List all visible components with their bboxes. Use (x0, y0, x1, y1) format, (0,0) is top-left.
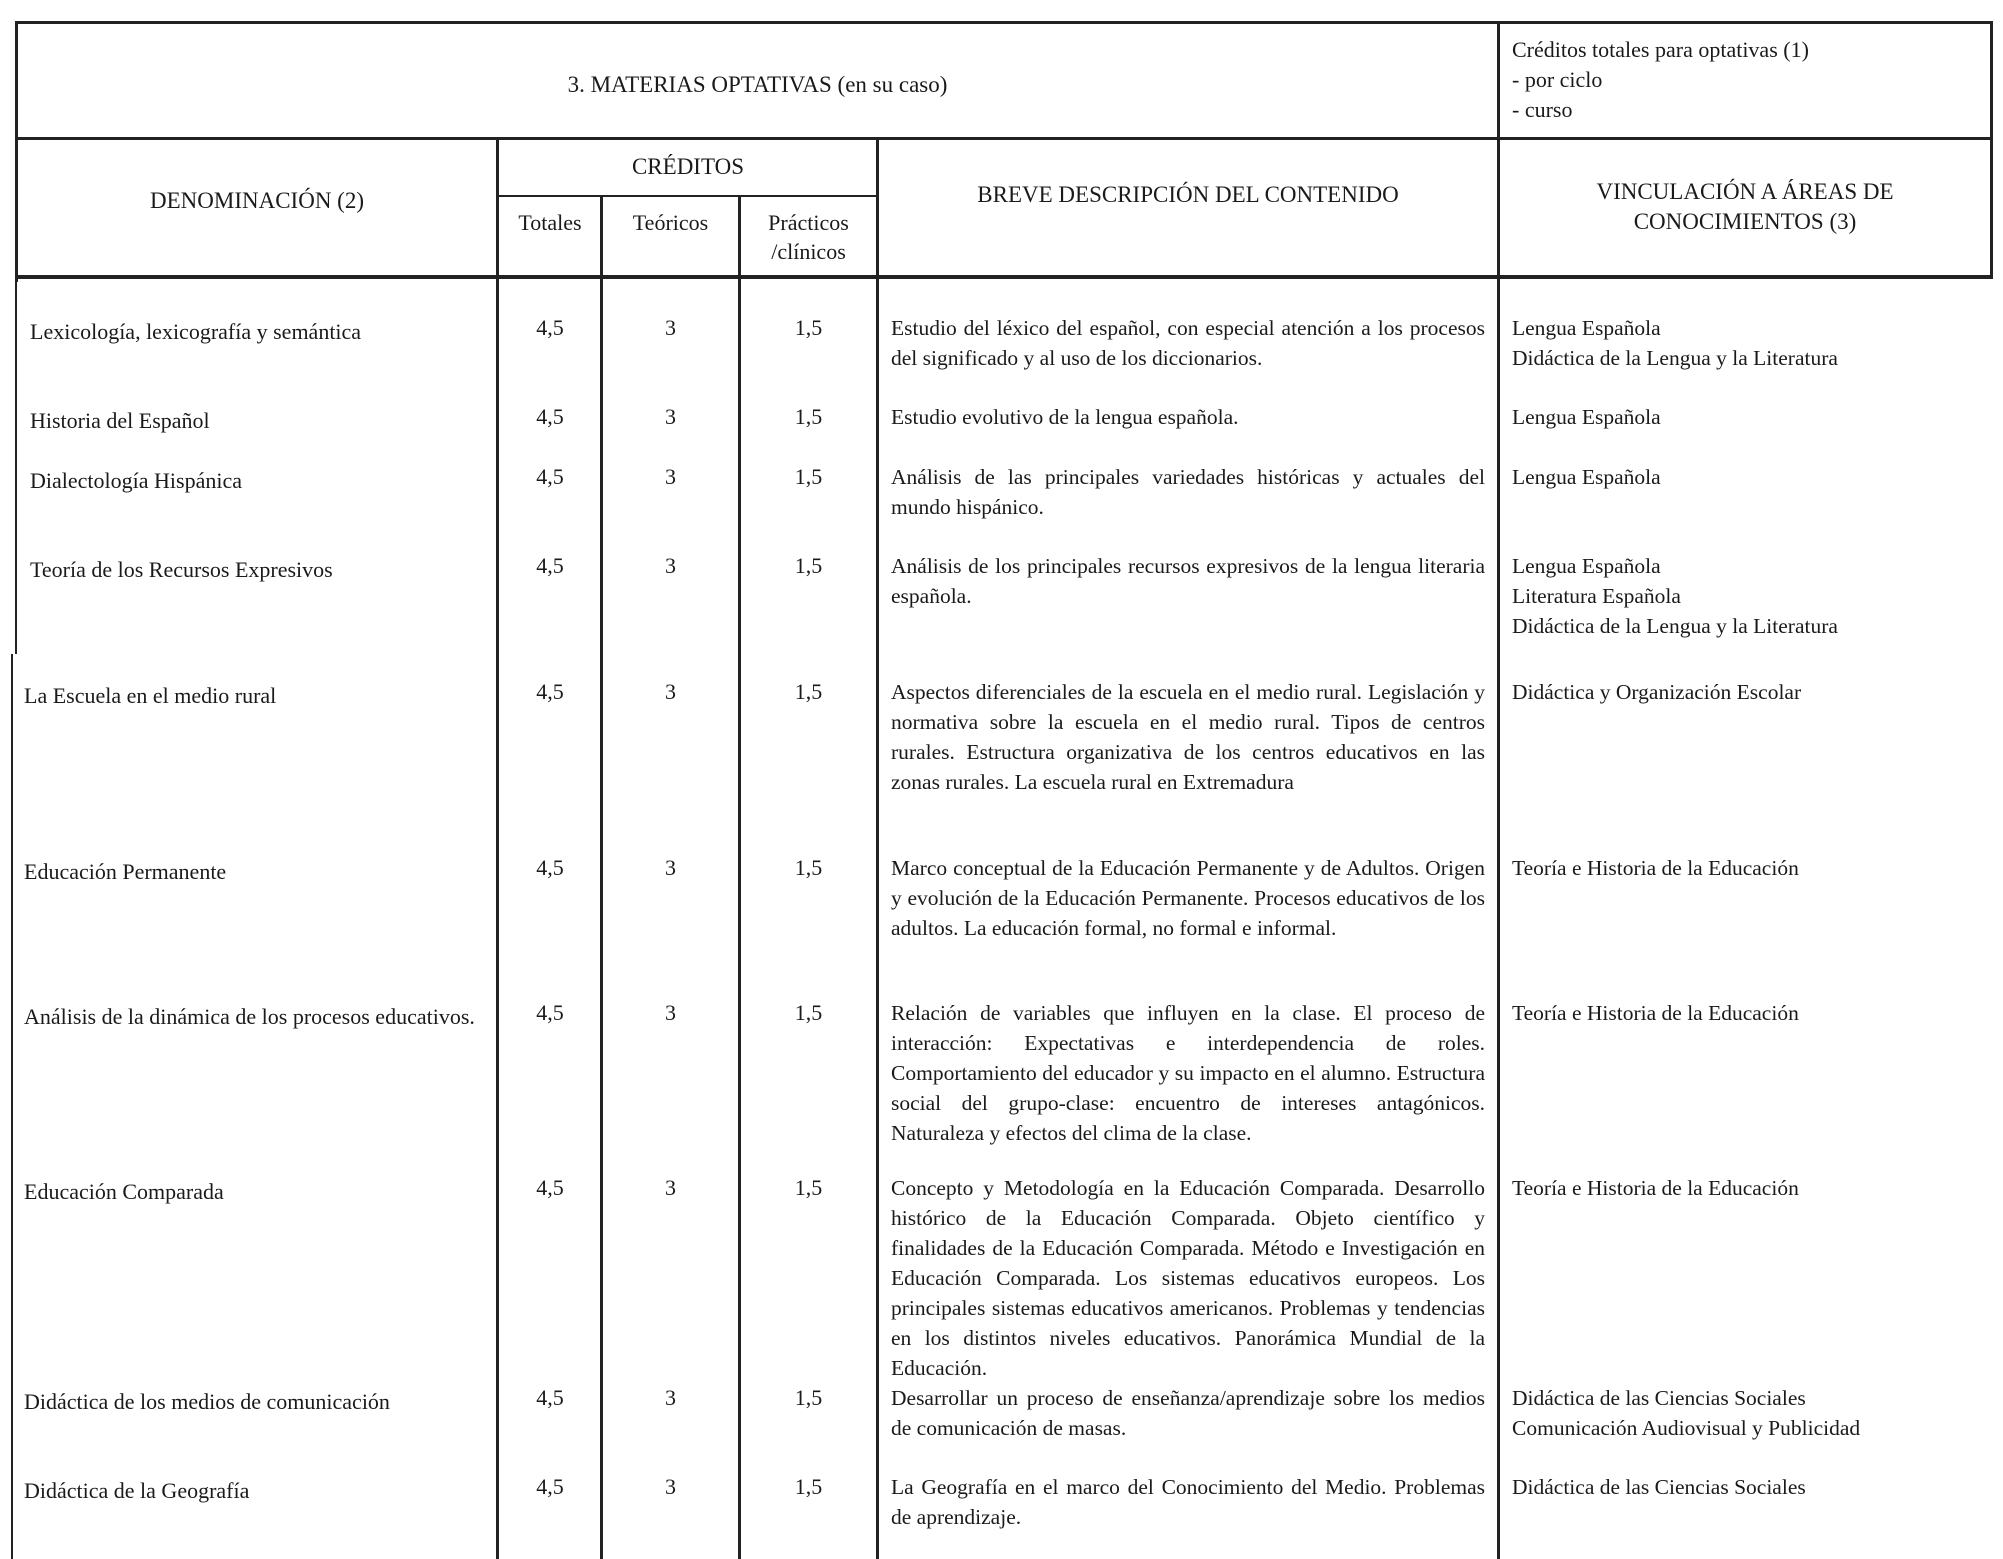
col-practicos: Prácticos /clínicos (768, 210, 849, 264)
row-descripcion: La Geografía en el marco del Conocimiento del Medio. Problemas de aprendizaje. (891, 1475, 1485, 1529)
row-areas: Lengua Española (1512, 465, 1661, 489)
row-name: Teoría de los Recursos Expresivos (30, 557, 333, 582)
row-descripcion: Análisis de los principales recursos expresivos de la lengua literaria española. (891, 554, 1485, 608)
row-teoricos: 3 (665, 464, 676, 489)
row-teoricos: 3 (665, 553, 676, 578)
row-teoricos: 3 (665, 1474, 676, 1499)
row-teoricos: 3 (665, 1175, 676, 1200)
row-name: Dialectología Hispánica (30, 468, 242, 493)
practicos-right-line (876, 137, 879, 1559)
row-areas: Teoría e Historia de la Educación (1512, 1001, 1799, 1025)
row-practicos: 1,5 (794, 1385, 823, 1410)
row-descripcion: Estudio evolutivo de la lengua española. (891, 405, 1239, 429)
row-areas: Teoría e Historia de la Educación (1512, 856, 1799, 880)
row-areas: Lengua Española (1512, 405, 1661, 429)
left-border (15, 21, 18, 282)
row-name: Análisis de la dinámica de los procesos educativos. (24, 1004, 475, 1029)
col-vinculacion: VINCULACIÓN A ÁREAS DE CONOCIMIENTOS (3) (1596, 179, 1894, 234)
col-totales: Totales (518, 210, 582, 235)
col-descripcion: BREVE DESCRIPCIÓN DEL CONTENIDO (977, 182, 1399, 207)
row-practicos: 1,5 (794, 679, 823, 704)
row-teoricos: 3 (665, 855, 676, 880)
row-totales: 4,5 (536, 1000, 564, 1025)
row-totales: 4,5 (536, 553, 564, 578)
row-name: Lexicología, lexicografía y semántica (30, 319, 362, 344)
row-descripcion: Concepto y Metodología en la Educación Comparada. Desarrollo histórico de la Educación Comparada. Objeto científico y finalidades de la Educación Comparada. Método e Investigación en Educación Comparada. Los sistemas educativos europeos. Los principales sistemas educativos americanos. Problemas y tendencias en los distintos niveles educativos. Panorámica Mundial de la Educación. (891, 1176, 1485, 1380)
row-areas: Didáctica de las Ciencias Sociales Comunicación Audiovisual y Publicidad (1512, 1386, 1861, 1440)
row-totales: 4,5 (536, 464, 564, 489)
row-areas: Lengua Española Literatura Española Didáctica de la Lengua y la Literatura (1512, 554, 1838, 638)
row-descripcion: Aspectos diferenciales de la escuela en el medio rural. Legislación y normativa sobre la escuela en el medio rural. Tipos de centros rurales. Estructura organizativa de los centros educativos en las zonas rurales. La escuela rural en Extremadura (891, 680, 1485, 794)
row-totales: 4,5 (536, 855, 564, 880)
row-descripcion: Estudio del léxico del español, con especial atención a los procesos del significado y al uso de los diccionarios. (891, 316, 1485, 370)
section-title: 3. MATERIAS OPTATIVAS (en su caso) (567, 72, 948, 97)
row-name: Historia del Español (30, 408, 210, 433)
row-totales: 4,5 (536, 1175, 564, 1200)
left-border-body (15, 282, 17, 654)
row-areas: Teoría e Historia de la Educación (1512, 1176, 1799, 1200)
row-practicos: 1,5 (794, 855, 823, 880)
right-border (1990, 21, 1993, 279)
row-totales: 4,5 (536, 1474, 564, 1499)
row-name: Didáctica de la Geografía (24, 1478, 250, 1503)
row-practicos: 1,5 (794, 1000, 823, 1025)
row-totales: 4,5 (536, 679, 564, 704)
creditos-left-line (496, 137, 499, 1559)
row-name: Educación Comparada (24, 1179, 224, 1204)
row-name: Didáctica de los medios de comunicación (24, 1389, 390, 1414)
row-teoricos: 3 (665, 1385, 676, 1410)
row-practicos: 1,5 (794, 315, 823, 340)
top-border (15, 21, 1993, 24)
row-areas: Didáctica de las Ciencias Sociales (1512, 1475, 1806, 1499)
row-totales: 4,5 (536, 315, 564, 340)
row-teoricos: 3 (665, 1000, 676, 1025)
row-descripcion: Marco conceptual de la Educación Permanente y de Adultos. Origen y evolución de la Educación Permanente. Procesos educativos de los adultos. La educación formal, no formal e informal. (891, 856, 1485, 940)
row-totales: 4,5 (536, 1385, 564, 1410)
row-practicos: 1,5 (794, 464, 823, 489)
row-name: Educación Permanente (24, 859, 227, 884)
col-teoricos: Teóricos (632, 210, 709, 235)
col-denominacion: DENOMINACIÓN (2) (150, 188, 364, 213)
header-bottom-border (15, 137, 1993, 140)
creditos-divider (497, 195, 878, 197)
row-descripcion: Análisis de las principales variedades históricas y actuales del mundo hispánico. (891, 465, 1485, 519)
left-border-body-lower (11, 654, 13, 1559)
row-practicos: 1,5 (794, 1175, 823, 1200)
row-descripcion: Desarrollar un proceso de enseñanza/aprendizaje sobre los medios de comunicación de masas. (891, 1386, 1485, 1440)
descripcion-right-line (1497, 21, 1500, 1559)
row-teoricos: 3 (665, 315, 676, 340)
row-practicos: 1,5 (794, 404, 823, 429)
row-name: La Escuela en el medio rural (24, 683, 277, 708)
row-totales: 4,5 (536, 404, 564, 429)
row-descripcion: Relación de variables que influyen en la clase. El proceso de interacción: Expectativas e interdependencia de roles. Comportamiento del educador y su impacto en el alumno. Estructura social del grupo-clase: encuentro de intereses antagónicos. Naturaleza y efectos del clima de la clase. (891, 1001, 1485, 1145)
row-areas: Didáctica y Organización Escolar (1512, 680, 1802, 704)
credits-note: Créditos totales para optativas (1) - por ciclo - curso (1512, 37, 1809, 122)
column-header-bottom-border (15, 275, 1993, 279)
row-areas: Lengua Española Didáctica de la Lengua y la Literatura (1512, 316, 1838, 370)
row-practicos: 1,5 (794, 553, 823, 578)
col-creditos: CRÉDITOS (631, 154, 745, 179)
row-practicos: 1,5 (794, 1474, 823, 1499)
row-teoricos: 3 (665, 679, 676, 704)
row-teoricos: 3 (665, 404, 676, 429)
